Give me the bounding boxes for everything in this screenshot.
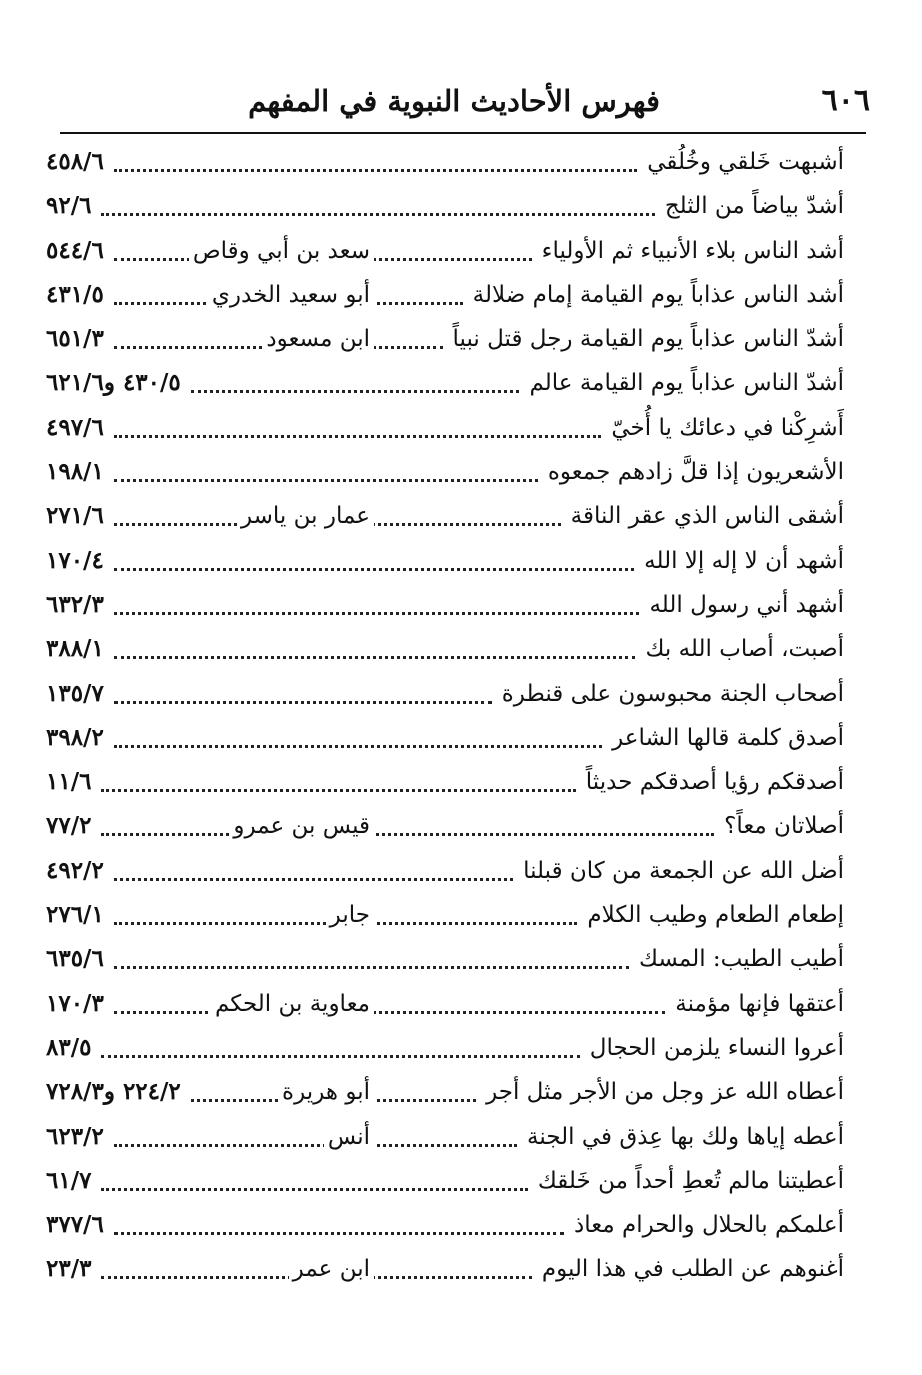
index-entry <box>46 672 844 716</box>
volume-page-ref: ٤٣٠/٥ و٦٢١/٦ <box>46 361 185 405</box>
index-entry <box>46 539 844 583</box>
hadith-text: أصلاتان معاً؟ <box>720 804 844 848</box>
hadith-text: أصدقكم رؤيا أصدقكم حديثاً <box>582 760 844 804</box>
index-entry <box>46 273 844 317</box>
hadith-text: أطيب الطيب: المسك <box>635 937 844 981</box>
index-entry <box>46 1159 844 1203</box>
index-entry <box>46 140 844 184</box>
leader-dots <box>114 745 602 748</box>
volume-page-ref: ٢٧١/٦ <box>46 494 108 538</box>
index-entry <box>46 982 844 1026</box>
hadith-text: أعطيتنا مالم تُعطِ أحداً من خَلقك <box>534 1159 844 1203</box>
narrator-name: عمار بن ياسر <box>237 494 374 538</box>
volume-page-ref: ٣٧٧/٦ <box>46 1203 108 1247</box>
index-entry <box>46 760 844 804</box>
index-entry <box>46 361 844 405</box>
leader-dots <box>114 612 640 615</box>
hadith-text: أصدق كلمة قالها الشاعر <box>608 716 844 760</box>
hadith-text: أشقى الناس الذي عقر الناقة <box>567 494 844 538</box>
narrator-name: أنس <box>324 1115 374 1159</box>
index-entry <box>46 317 844 361</box>
hadith-text: أشهد أني رسول الله <box>645 583 844 627</box>
index-entry <box>46 1247 844 1291</box>
index-entry <box>46 937 844 981</box>
volume-page-ref: ١٩٨/١ <box>46 450 108 494</box>
hadith-text: أعلمكم بالحلال والحرام معاذ <box>570 1203 844 1247</box>
index-entry <box>46 406 844 450</box>
volume-page-ref: ٥٤٤/٦ <box>46 229 108 273</box>
index-entry <box>46 450 844 494</box>
leader-dots <box>114 966 629 969</box>
index-entry <box>46 627 844 671</box>
leader-dots <box>101 1188 527 1191</box>
page-header <box>58 78 870 124</box>
volume-page-ref: ٤٩٢/٢ <box>46 849 108 893</box>
leader-dots <box>114 656 636 659</box>
leader-dots <box>114 1144 517 1147</box>
index-entry <box>46 583 844 627</box>
leader-dots <box>114 568 634 571</box>
leader-dots <box>101 789 575 792</box>
volume-page-ref: ٦٥١/٣ <box>46 317 108 361</box>
index-entry <box>46 494 844 538</box>
narrator-name: أبو سعيد الخدري <box>208 273 374 317</box>
hadith-text: أعطاه الله عز وجل من الأجر مثل أجر <box>482 1070 844 1114</box>
hadith-text: أصحاب الجنة محبوسون على قنطرة <box>498 672 844 716</box>
index-entry <box>46 804 844 848</box>
hadith-text: أشدّ الناس عذاباً يوم القيامة عالم <box>525 361 844 405</box>
leader-dots <box>114 435 602 438</box>
volume-page-ref: ٦٢٣/٢ <box>46 1115 108 1159</box>
volume-page-ref: ٤٥٨/٦ <box>46 140 108 184</box>
leader-dots <box>114 1011 665 1014</box>
leader-dots <box>114 701 492 704</box>
index-entry <box>46 1026 844 1070</box>
leader-dots <box>101 833 714 836</box>
hadith-index-list <box>46 140 844 1292</box>
volume-page-ref: ٦٣٥/٦ <box>46 937 108 981</box>
index-entry <box>46 849 844 893</box>
volume-page-ref: ١٣٥/٧ <box>46 672 108 716</box>
narrator-name: أبو هريرة <box>278 1070 374 1114</box>
index-entry <box>46 1115 844 1159</box>
hadith-text: أغنوهم عن الطلب في هذا اليوم <box>538 1247 844 1291</box>
narrator-name: قيس بن عمرو <box>229 804 374 848</box>
hadith-text: أشد الناس عذاباً يوم القيامة إمام ضلالة <box>469 273 844 317</box>
volume-page-ref: ١٧٠/٤ <box>46 539 108 583</box>
volume-page-ref: ٤٣١/٥ <box>46 273 108 317</box>
narrator-name: معاوية بن الحكم <box>211 982 374 1026</box>
hadith-text: أعروا النساء يلزمن الحجال <box>586 1026 844 1070</box>
hadith-text: أعطه إياها ولك بها عِذق في الجنة <box>523 1115 844 1159</box>
leader-dots <box>114 479 538 482</box>
hadith-text: أشدّ الناس عذاباً يوم القيامة رجل قتل نبياً <box>449 317 844 361</box>
hadith-text: أشدّ بياضاً من الثلج <box>661 184 844 228</box>
volume-page-ref: ٢٢٤/٢ و٧٢٨/٣ <box>46 1070 185 1114</box>
leader-dots <box>101 1055 579 1058</box>
leader-dots <box>114 878 513 881</box>
volume-page-ref: ٢٧٦/١ <box>46 893 108 937</box>
hadith-text: أشهد أن لا إله إلا الله <box>640 539 844 583</box>
hadith-text: أعتقها فإنها مؤمنة <box>671 982 844 1026</box>
narrator-name: ابن عمر <box>289 1247 374 1291</box>
hadith-text: الأشعريون إذا قلَّ زادهم جمعوه <box>544 450 844 494</box>
volume-page-ref: ٣٨٨/١ <box>46 627 108 671</box>
hadith-text: أشبهت خَلقي وخُلُقي <box>643 140 844 184</box>
index-entry <box>46 716 844 760</box>
index-entry <box>46 1203 844 1247</box>
page-number: ٦٠٦ <box>821 83 870 118</box>
volume-page-ref: ٨٣/٥ <box>46 1026 95 1070</box>
index-entry <box>46 893 844 937</box>
volume-page-ref: ٣٩٨/٢ <box>46 716 108 760</box>
leader-dots <box>191 390 520 393</box>
narrator-name: سعد بن أبي وقاص <box>189 229 374 273</box>
page-title: فهرس الأحاديث النبوية في المفهم <box>248 84 660 118</box>
volume-page-ref: ٤٩٧/٦ <box>46 406 108 450</box>
hadith-text: أشد الناس بلاء الأنبياء ثم الأولياء <box>538 229 844 273</box>
index-entry <box>46 1070 844 1114</box>
volume-page-ref: ١١/٦ <box>46 760 95 804</box>
hadith-text: أَشرِكْنا في دعائك يا أُخيّ <box>607 406 844 450</box>
volume-page-ref: ٦٣٢/٣ <box>46 583 108 627</box>
narrator-name: ابن مسعود <box>262 317 374 361</box>
leader-dots <box>101 213 654 216</box>
hadith-text: أضل الله عن الجمعة من كان قبلنا <box>519 849 844 893</box>
leader-dots <box>114 1232 564 1235</box>
volume-page-ref: ٩٢/٦ <box>46 184 95 228</box>
leader-dots <box>114 169 637 172</box>
volume-page-ref: ٢٣/٣ <box>46 1247 95 1291</box>
volume-page-ref: ٦١/٧ <box>46 1159 95 1203</box>
index-entry <box>46 229 844 273</box>
volume-page-ref: ١٧٠/٣ <box>46 982 108 1026</box>
hadith-text: إطعام الطعام وطيب الكلام <box>583 893 844 937</box>
volume-page-ref: ٧٧/٢ <box>46 804 95 848</box>
narrator-name: جابر <box>326 893 374 937</box>
index-entry <box>46 184 844 228</box>
header-rule <box>60 132 866 134</box>
hadith-text: أصبت، أصاب الله بك <box>641 627 844 671</box>
